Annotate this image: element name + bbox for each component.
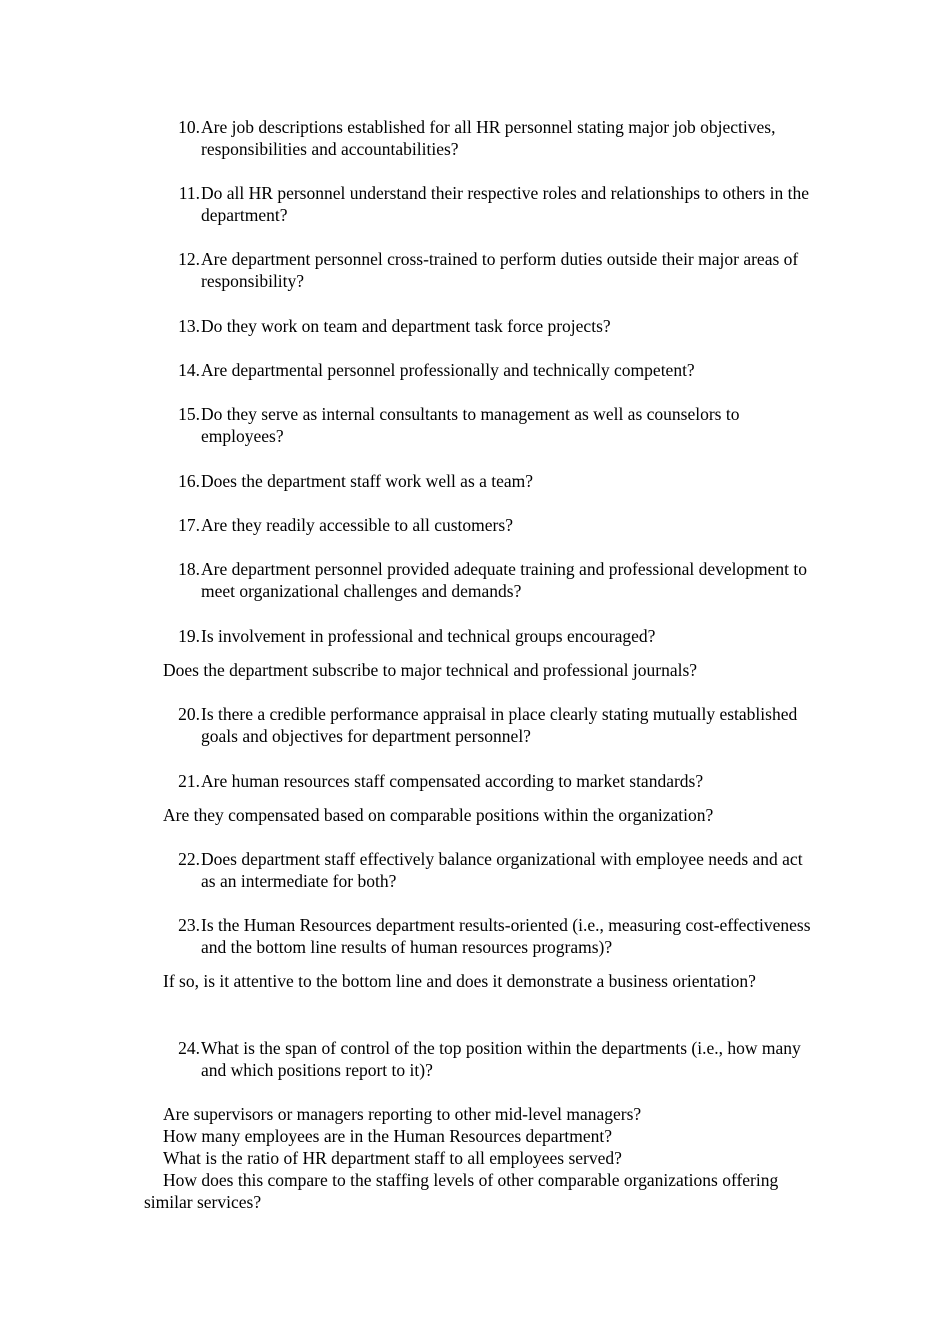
question-number: 23. <box>178 915 200 935</box>
question-item <box>144 625 814 647</box>
question-number: 11. <box>178 183 200 203</box>
question-number: 19. <box>178 626 200 646</box>
question-item <box>144 470 814 492</box>
paragraph-staffing <box>144 1169 814 1213</box>
question-text: Do they serve as internal consultants to management as well as counselors to employees? <box>201 404 740 446</box>
question-text: Do they work on team and department task force projects? <box>201 316 611 336</box>
question-item <box>144 770 814 792</box>
question-item <box>144 558 814 602</box>
question-text: Is the Human Resources department results-oriented (i.e., measuring cost-effectiveness and the bottom line results of human resources programs)? <box>201 915 811 957</box>
question-text: Do all HR personnel understand their respective roles and relationships to others in the department? <box>201 183 809 225</box>
question-text: Are department personnel cross-trained to perform duties outside their major areas of responsibility? <box>201 249 799 291</box>
question-item <box>144 315 814 337</box>
question-number: 24. <box>178 1038 200 1058</box>
question-item <box>144 848 814 892</box>
paragraph-ratio <box>144 1147 814 1169</box>
question-text: Does the department staff work well as a team? <box>201 471 534 491</box>
paragraph-text: How many employees are in the Human Resources department? <box>163 1126 613 1146</box>
question-text: Is there a credible performance appraisal in place clearly stating mutually established goals and objectives for department personnel? <box>201 704 798 746</box>
question-text: Are they readily accessible to all customers? <box>201 515 513 535</box>
paragraph-text: Are supervisors or managers reporting to other mid-level managers? <box>163 1104 642 1124</box>
paragraph-comparable <box>144 804 814 826</box>
question-item <box>144 182 814 226</box>
question-number: 14. <box>178 360 200 380</box>
question-number: 17. <box>178 515 200 535</box>
question-number: 12. <box>178 249 200 269</box>
question-number: 16. <box>178 471 200 491</box>
question-item <box>144 248 814 292</box>
paragraph-employees-count <box>144 1125 814 1147</box>
question-item <box>144 403 814 447</box>
paragraph-text: Are they compensated based on comparable positions within the organization? <box>163 805 714 825</box>
paragraph-journals <box>144 659 814 681</box>
paragraph-text: What is the ratio of HR department staff to all employees served? <box>163 1148 622 1168</box>
question-number: 22. <box>178 849 200 869</box>
paragraph-bottom-line <box>144 970 814 992</box>
paragraph-supervisors <box>144 1103 814 1125</box>
question-text: Are human resources staff compensated according to market standards? <box>201 771 704 791</box>
question-item <box>144 359 814 381</box>
question-item <box>144 116 814 160</box>
question-text: Are job descriptions established for all HR personnel stating major job objectives, responsibilities and accountabilities? <box>201 117 776 159</box>
question-number: 20. <box>178 704 200 724</box>
question-item <box>144 514 814 536</box>
question-number: 10. <box>178 117 200 137</box>
question-text: Does department staff effectively balance organizational with employee needs and act as an intermediate for both? <box>201 849 803 891</box>
question-text: Are departmental personnel professionally and technically competent? <box>201 360 695 380</box>
paragraph-text: Does the department subscribe to major technical and professional journals? <box>163 660 698 680</box>
question-item <box>144 914 814 958</box>
question-item <box>144 703 814 747</box>
question-number: 15. <box>178 404 200 424</box>
question-text: Are department personnel provided adequate training and professional development to meet organizational challenges and demands? <box>201 559 807 601</box>
paragraph-text: How does this compare to the staffing levels of other comparable organizations offering similar services? <box>144 1170 779 1212</box>
question-number: 13. <box>178 316 200 336</box>
question-text: What is the span of control of the top position within the departments (i.e., how many and which positions report to it)? <box>201 1038 801 1080</box>
question-item <box>144 1037 814 1081</box>
question-number: 21. <box>178 771 200 791</box>
question-text: Is involvement in professional and technical groups encouraged? <box>201 626 656 646</box>
paragraph-text: If so, is it attentive to the bottom line and does it demonstrate a business orientation? <box>163 971 756 991</box>
question-number: 18. <box>178 559 200 579</box>
